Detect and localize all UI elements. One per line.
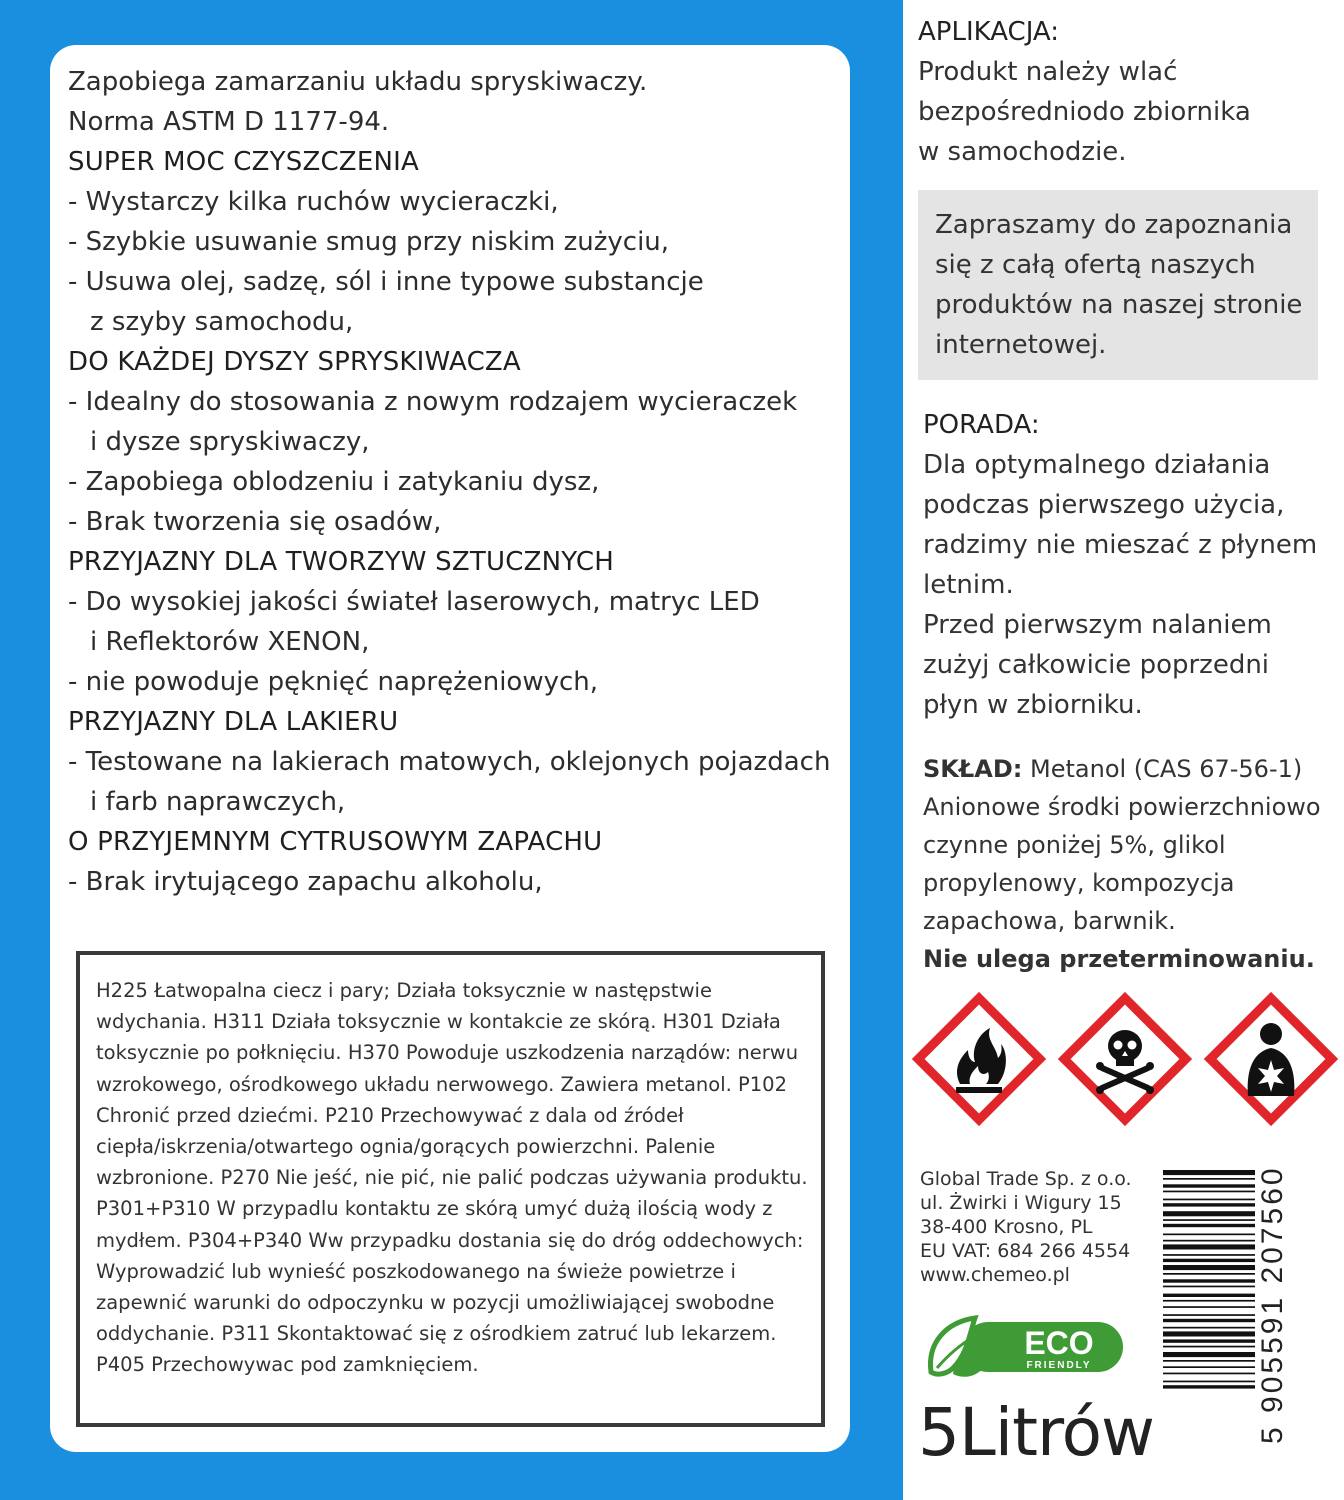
feature-line: - Do wysokiej jakości świateł laserowych, matryc LED bbox=[68, 587, 760, 617]
barcode-bar bbox=[1163, 1331, 1255, 1336]
feature-line: i dysze spryskiwaczy, bbox=[90, 427, 370, 457]
barcode-bar bbox=[1163, 1381, 1255, 1383]
composition-first-line: Metanol (CAS 67-56-1) bbox=[1022, 755, 1303, 783]
porada-line: Dla optymalnego działania bbox=[923, 450, 1271, 480]
invite-line: produktów na naszej stronie bbox=[935, 290, 1303, 320]
section-heading: DO KAŻDEJ DYSZY SPRYSKIWACZA bbox=[68, 347, 521, 377]
feature-line: - Wystarczy kilka ruchów wycieraczki, bbox=[68, 187, 559, 217]
section-heading: O PRZYJEMNYM CYTRUSOWYM ZAPACHU bbox=[68, 827, 603, 857]
barcode-bar bbox=[1163, 1360, 1255, 1362]
barcode-bar bbox=[1163, 1300, 1255, 1302]
feature-list bbox=[68, 62, 838, 902]
feature-line: Zapobiega zamarzaniu układu spryskiwaczy. bbox=[68, 67, 648, 97]
barcode-bar bbox=[1163, 1346, 1255, 1348]
no-expiry-note: Nie ulega przeterminowaniu. bbox=[923, 945, 1315, 973]
invite-line: się z całą ofertą naszych bbox=[935, 250, 1256, 280]
barcode-number-wrap bbox=[1256, 1165, 1290, 1444]
barcode-number: 5 905591 207560 bbox=[1256, 1165, 1289, 1444]
invite-box bbox=[918, 190, 1318, 380]
composition-line: zapachowa, barwnik. bbox=[923, 907, 1176, 935]
company-line: 38-400 Krosno, PL bbox=[920, 1216, 1093, 1238]
porada-line: letnim. bbox=[923, 570, 1014, 600]
company-line: www.chemeo.pl bbox=[920, 1264, 1070, 1286]
barcode-bar bbox=[1163, 1286, 1255, 1288]
feature-line: - Usuwa olej, sadzę, sól i inne typowe substancje bbox=[68, 267, 704, 297]
barcode-bar bbox=[1163, 1273, 1255, 1275]
barcode-bar bbox=[1163, 1224, 1255, 1227]
invite-line: Zapraszamy do zapoznania bbox=[935, 210, 1293, 240]
feature-line: i farb naprawczych, bbox=[90, 787, 346, 817]
barcode-bar bbox=[1163, 1170, 1255, 1175]
barcode-bar bbox=[1163, 1178, 1255, 1180]
feature-line: z szyby samochodu, bbox=[90, 307, 354, 337]
aplikacja-title: APLIKACJA: bbox=[918, 17, 1059, 47]
barcode-bar bbox=[1163, 1339, 1255, 1342]
aplikacja-line: Produkt należy wlać bbox=[918, 57, 1178, 87]
eco-label: ECO bbox=[1024, 1325, 1094, 1361]
barcode-bar bbox=[1163, 1211, 1255, 1216]
porada-line: zużyj całkowicie poprzedni bbox=[923, 650, 1270, 680]
right-column bbox=[903, 0, 1344, 1500]
feature-line: Norma ASTM D 1177-94. bbox=[68, 107, 390, 137]
barcode-bar bbox=[1163, 1240, 1255, 1242]
aplikacja-line: bezpośredniodo zbiornika bbox=[918, 97, 1251, 127]
barcode-bar bbox=[1163, 1244, 1255, 1249]
porada-line: płyn w zbiorniku. bbox=[923, 690, 1143, 720]
aplikacja-line: w samochodzie. bbox=[918, 137, 1127, 167]
porada-title: PORADA: bbox=[923, 410, 1040, 440]
feature-line: - Testowane na lakierach matowych, oklejonych pojazdach bbox=[68, 747, 831, 777]
composition-line: propylenowy, kompozycja bbox=[923, 869, 1235, 897]
barcode-bar bbox=[1163, 1294, 1255, 1297]
feature-line: - Idealny do stosowania z nowym rodzajem wycieraczek bbox=[68, 387, 798, 417]
barcode-bar bbox=[1163, 1327, 1255, 1329]
barcode-bar bbox=[1163, 1184, 1255, 1187]
section-heading: SUPER MOC CZYSZCZENIA bbox=[68, 147, 419, 177]
company-line: EU VAT: 684 266 4554 bbox=[920, 1240, 1131, 1262]
hazard-statements-text: H225 Łatwopalna ciecz i pary; Działa toksycznie w następstwie wdychania. H311 Działa toksycznie w kontakcie ze skórą. H301 Działa toksycznie po połknięciu. H370 Powoduje uszkodzenia narządów: nerwu wzrokowego, ośrodkowego układu nerwowego. Zawiera metanol. P102 Chronić przed dziećmi. P210 Przechowywać z dala od źródeł ciepła/iskrzenia/otwartego ognia/gorących powierzchni. Palenie wzbronione. P270 Nie jeść, nie pić, nie palić podczas używania produktu. P301+P310 W przypadlu kontaktu ze skórą umyć dużą ilością wody z mydłem. P304+P340 Ww przypadku dostania się do dróg oddechowych: Wyprowadzić lub wynieść poszkodowanego na świeże powietrze i zapewnić warunki do odpoczynku w pozycji umożliwiającej swobodne oddychanie. P311 Skontaktować się z ośrodkiem zatruć lub lekarzem. P405 Przechowywac pod zamknięciem. bbox=[96, 979, 808, 1377]
composition-line: Anionowe środki powierzchniowo bbox=[923, 793, 1321, 821]
eco-friendly-badge bbox=[923, 1302, 1125, 1390]
barcode-bar bbox=[1163, 1385, 1255, 1388]
porada-line: Przed pierwszym nalaniem bbox=[923, 610, 1272, 640]
barcode-bar bbox=[1163, 1319, 1255, 1322]
barcode-bar bbox=[1163, 1279, 1255, 1282]
feature-line: - Zapobiega oblodzeniu i zatykaniu dysz, bbox=[68, 467, 600, 497]
porada-line: radzimy nie mieszać z płynem bbox=[923, 530, 1318, 560]
invite-line: internetowej. bbox=[935, 330, 1107, 360]
barcode-bar bbox=[1163, 1306, 1255, 1308]
barcode-bar bbox=[1163, 1203, 1255, 1206]
barcode-bar bbox=[1163, 1219, 1255, 1221]
feature-line: - Brak irytującego zapachu alkoholu, bbox=[68, 867, 543, 897]
company-line: Global Trade Sp. z o.o. bbox=[920, 1168, 1132, 1190]
barcode-bar bbox=[1163, 1234, 1255, 1236]
barcode-bar bbox=[1163, 1254, 1255, 1256]
barcode-bar bbox=[1163, 1265, 1255, 1270]
eco-sublabel: FRIENDLY bbox=[1026, 1360, 1092, 1371]
volume-label: 5Litrów bbox=[918, 1394, 1155, 1471]
company-info bbox=[920, 1167, 1132, 1287]
barcode-bar bbox=[1163, 1366, 1255, 1368]
composition-line: czynne poniżej 5%, glikol bbox=[923, 831, 1226, 859]
barcode-bar bbox=[1163, 1199, 1255, 1201]
barcode-bar bbox=[1163, 1259, 1255, 1262]
feature-line: - Szybkie usuwanie smug przy niskim zużyciu, bbox=[68, 227, 670, 257]
skull-crossbones-icon bbox=[1054, 988, 1196, 1130]
ghs-pictograms bbox=[908, 988, 1344, 1134]
feature-line: - Brak tworzenia się osadów, bbox=[68, 507, 442, 537]
company-line: ul. Żwirki i Wigury 15 bbox=[920, 1192, 1122, 1214]
feature-line: i Reflektorów XENON, bbox=[90, 627, 370, 657]
barcode-bar bbox=[1163, 1373, 1255, 1375]
feature-line: - nie powoduje pęknięć naprężeniowych, bbox=[68, 667, 599, 697]
composition-label: SKŁAD: bbox=[923, 755, 1023, 783]
porada-line: podczas pierwszego użycia, bbox=[923, 490, 1285, 520]
section-heading: PRZYJAZNY DLA LAKIERU bbox=[68, 707, 399, 737]
health-hazard-icon bbox=[1200, 988, 1342, 1130]
flame-icon bbox=[908, 988, 1050, 1130]
hazard-statements-box bbox=[76, 951, 825, 1427]
product-description-card bbox=[50, 45, 850, 1452]
composition bbox=[923, 750, 1321, 978]
barcode-bar bbox=[1163, 1314, 1255, 1316]
barcode-bar bbox=[1163, 1191, 1255, 1193]
barcode-bar bbox=[1163, 1352, 1255, 1357]
section-heading: PRZYJAZNY DLA TWORZYW SZTUCZNYCH bbox=[68, 547, 614, 577]
